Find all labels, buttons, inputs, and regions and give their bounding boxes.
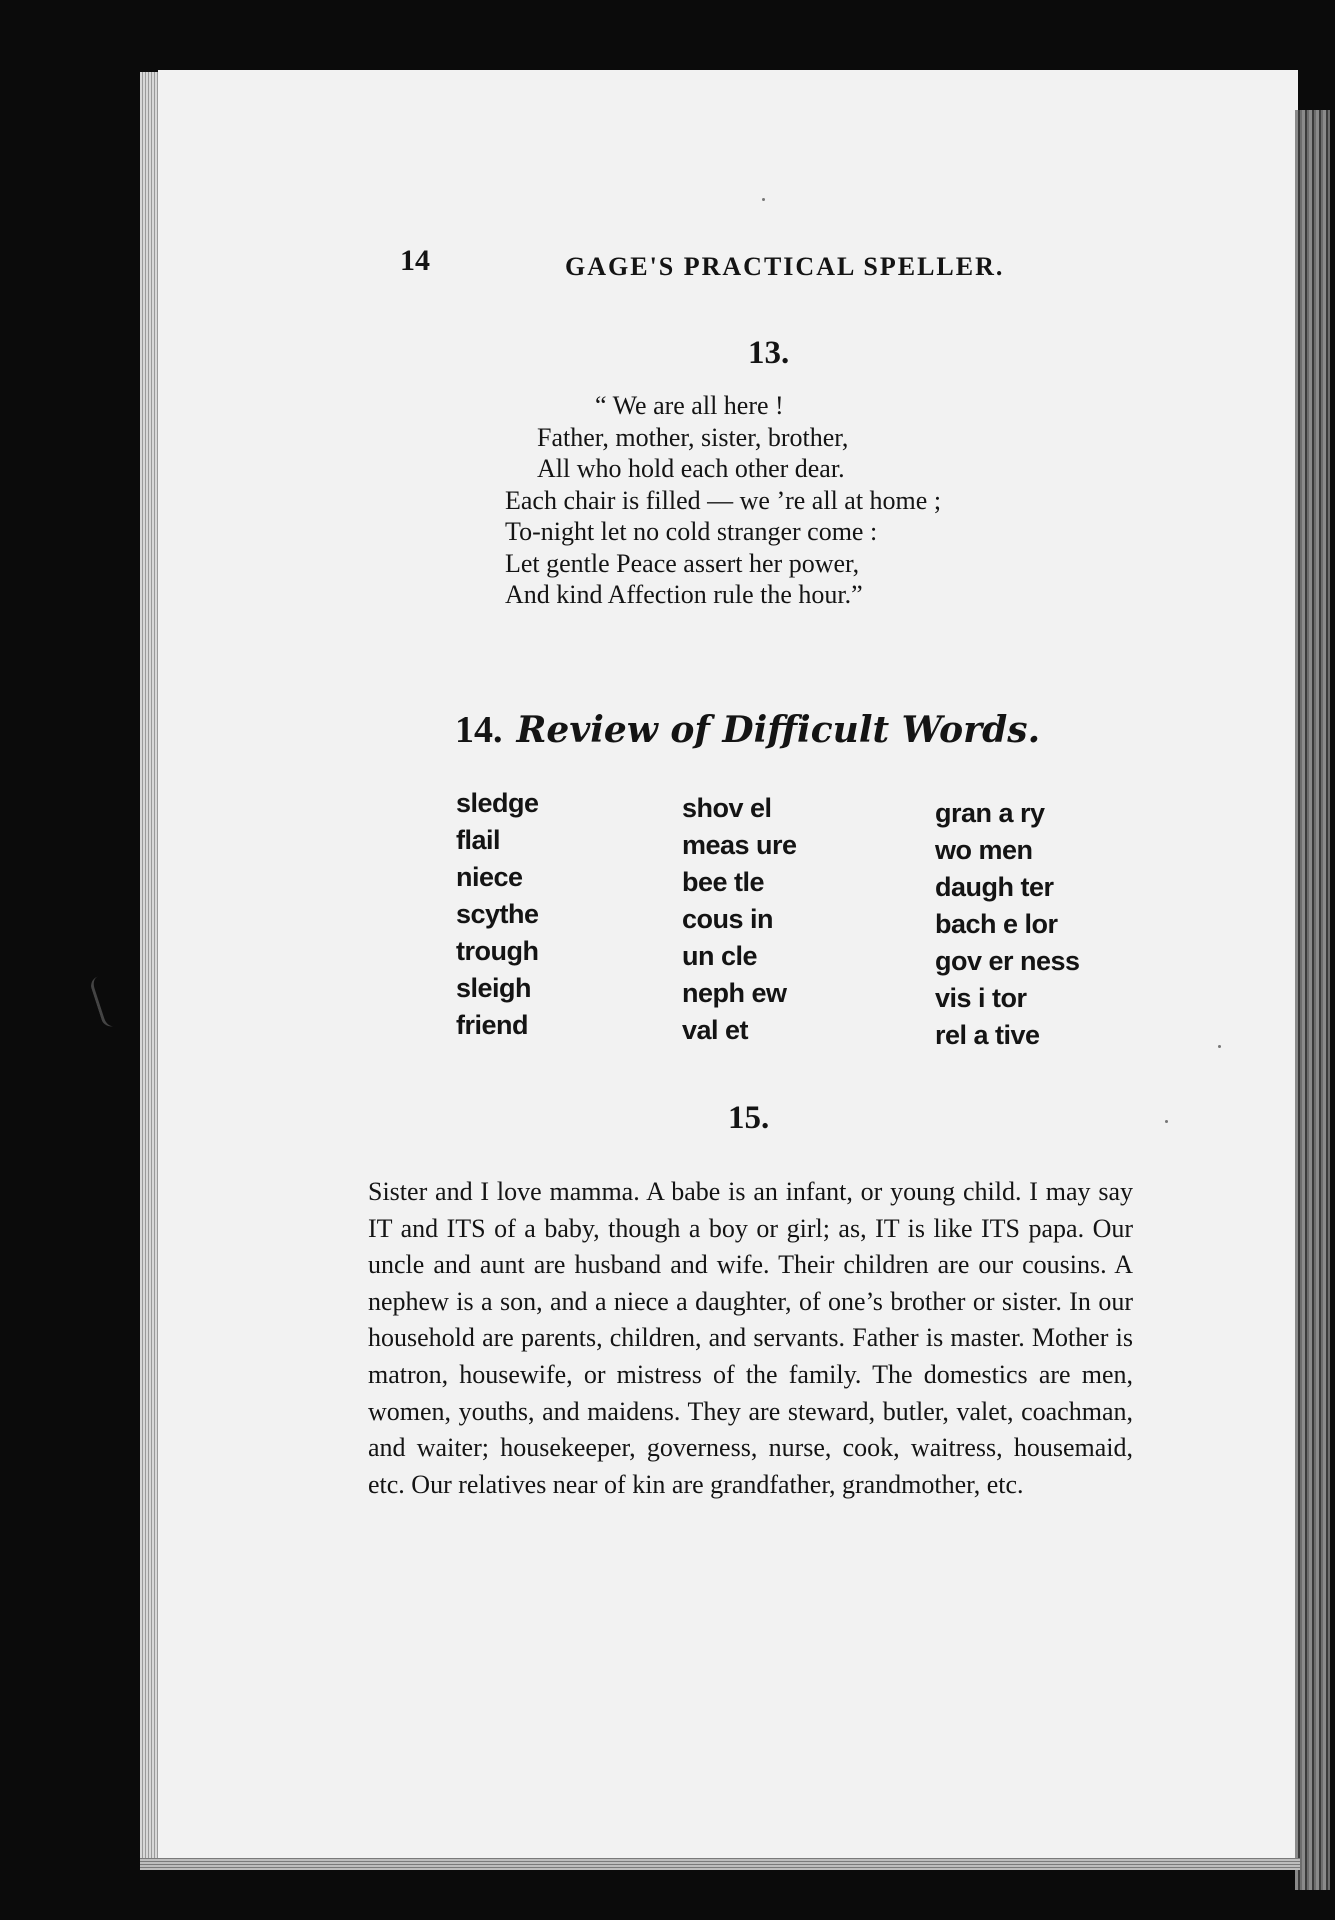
book-bottom-edge: [140, 1858, 1300, 1870]
spelling-word: meas ure: [682, 830, 797, 860]
spelling-word: neph ew: [682, 978, 787, 1008]
binding-mark: [88, 973, 124, 1029]
spelling-word: wo men: [935, 835, 1033, 865]
running-head: GAGE'S PRACTICAL SPELLER.: [565, 252, 1005, 281]
speck: [1218, 1045, 1221, 1048]
section-15-number: 15.: [728, 1100, 770, 1136]
page-stack-edge: [140, 72, 160, 1862]
spelling-word: gran a ry: [935, 798, 1045, 828]
spelling-word: trough: [456, 936, 539, 966]
poem-line: To-night let no cold stranger come :: [505, 517, 878, 546]
spelling-word: val et: [682, 1015, 749, 1045]
spelling-word: bee tle: [682, 867, 765, 897]
speck: [762, 198, 765, 201]
word-column-2: [682, 790, 797, 1049]
spelling-word: friend: [456, 1010, 529, 1040]
spelling-word: sledge: [456, 788, 539, 818]
section-15-paragraph: Sister and I love mamma. A babe is an infant, or young child. I may say IT and ITS of a baby, though a boy or girl; as, IT is like ITS papa. Our uncle and aunt are husband and wife. Their children are our cousins. A nephew is a son, and a niece a daughter, of one’s brother or sister. In our household are parents, children, and servants. Father is master. Mother is matron, housewife, or mistress of the family. The domestics are men, women, youths, and maidens. They are steward, butler, valet, coachman, and waiter; housekeeper, governess, nurse, cook, waitress, housemaid, etc. Our relatives near of kin are grandfather, grandmother, etc.: [368, 1177, 1133, 1499]
spelling-word: bach e lor: [935, 909, 1058, 939]
spelling-word: scythe: [456, 899, 539, 929]
poem-line: Each chair is filled — we ’re all at home ;: [505, 485, 942, 515]
speck: [1165, 1120, 1168, 1123]
spelling-word: niece: [456, 862, 523, 892]
section-14-heading: [455, 708, 1040, 752]
spelling-word: sleigh: [456, 973, 532, 1003]
poem-line: Father, mother, sister, brother,: [537, 422, 849, 452]
spelling-word: flail: [456, 825, 501, 855]
spelling-word: daugh ter: [935, 872, 1054, 902]
section-13-number: 13.: [748, 335, 790, 371]
spelling-word: cous in: [682, 904, 774, 934]
word-column-1: [456, 785, 539, 1044]
poem-line: And kind Affection rule the hour.”: [505, 580, 863, 609]
spelling-word: gov er ness: [935, 946, 1080, 976]
poem: [505, 390, 941, 611]
poem-line: All who hold each other dear.: [537, 454, 845, 483]
spelling-word: shov el: [682, 793, 772, 823]
poem-line: “ We are all here !: [595, 391, 784, 420]
section-14-number: 14.: [455, 709, 503, 751]
spelling-word: vis i tor: [935, 983, 1027, 1013]
word-column-3: [935, 795, 1080, 1054]
poem-line: Let gentle Peace assert her power,: [505, 548, 860, 578]
spelling-word: un cle: [682, 941, 758, 971]
page-number: 14: [400, 244, 430, 277]
spelling-word: rel a tive: [935, 1020, 1040, 1050]
book-right-edge: [1295, 110, 1330, 1890]
section-14-title: Review of Difficult Words.: [516, 709, 1041, 751]
